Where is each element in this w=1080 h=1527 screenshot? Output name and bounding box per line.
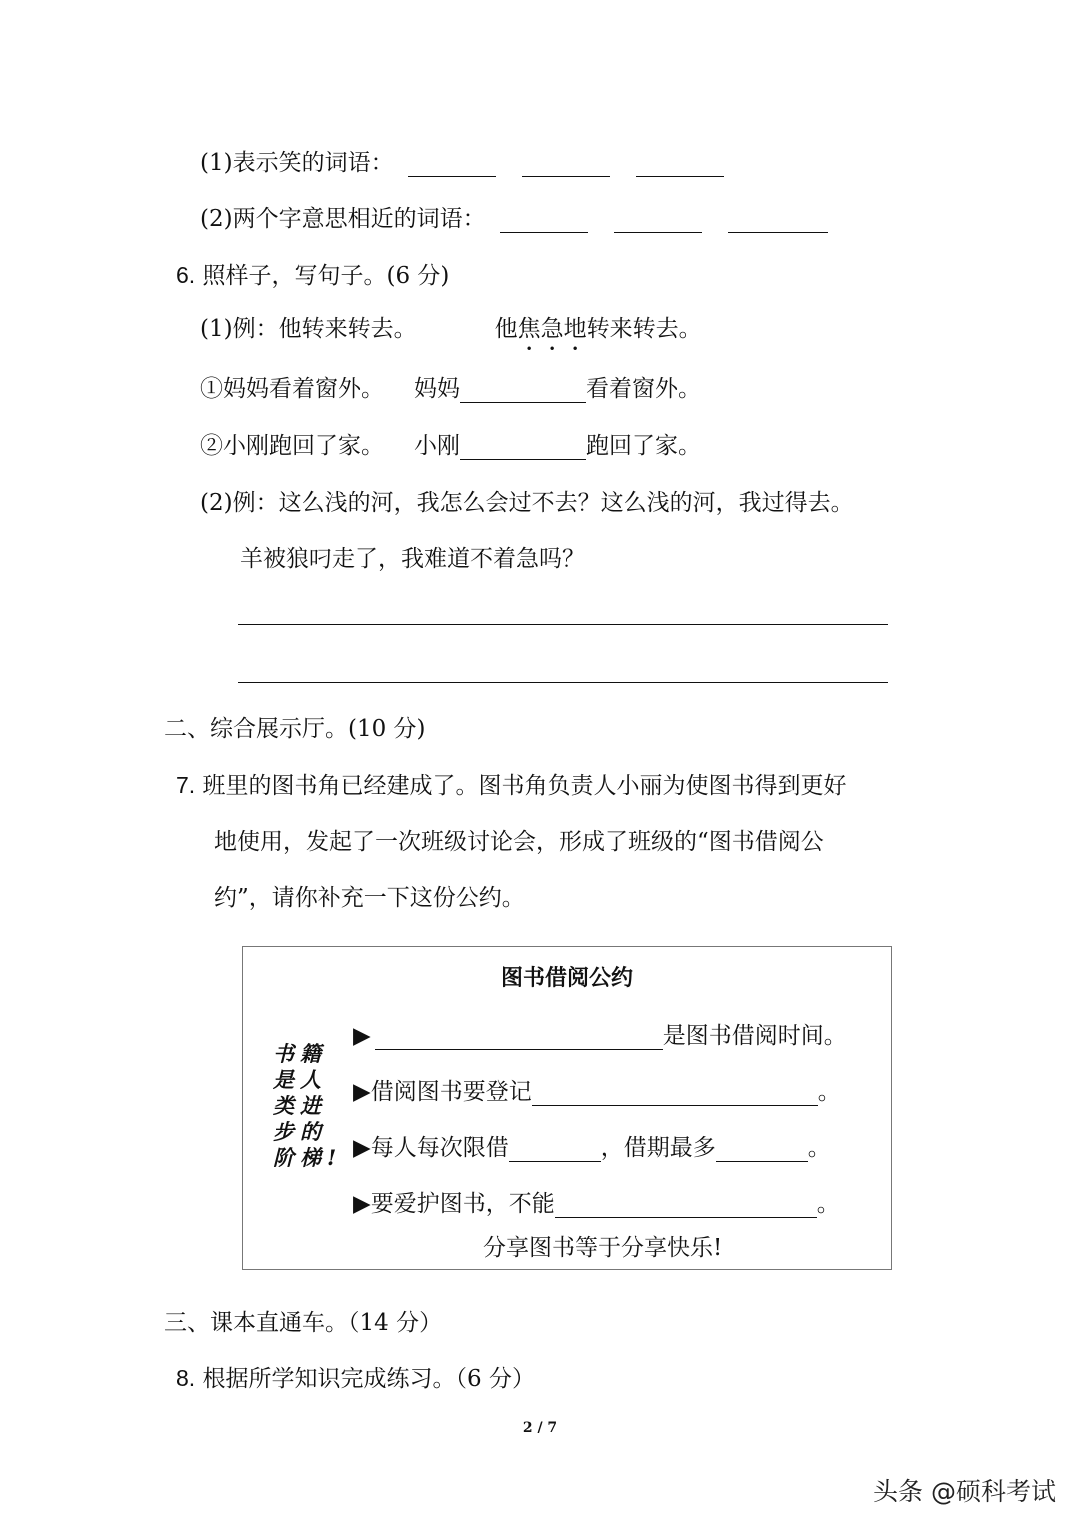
question-number: 6. [176, 262, 196, 288]
sentence: 跑回了家。 [586, 433, 701, 459]
blank [460, 434, 586, 460]
page-number: 2 / 7 [522, 1420, 558, 1436]
blank [716, 1136, 808, 1162]
q6-sentence1 [200, 370, 701, 403]
rule-text: 要爱护图书，不能 [370, 1191, 555, 1217]
box-footer: 分享图书等于分享快乐! [483, 1235, 723, 1261]
example-label: (1)例：他转来转去。 [200, 316, 417, 342]
q6-question2: 羊被狼叼走了，我难道不着急吗？ [240, 546, 585, 572]
sentence: 看着窗外。 [586, 376, 701, 402]
rule-text: 每人每次限借 [370, 1135, 509, 1161]
blank [500, 207, 588, 233]
question-title: 根据所学知识完成练习。（6 分） [202, 1366, 535, 1392]
q7-line3: 约”，请你补充一下这份公约。 [214, 885, 525, 911]
answer-line [238, 604, 888, 625]
sentence: 妈妈 [414, 376, 460, 402]
blank [509, 1136, 601, 1162]
q5-part2 [200, 200, 828, 233]
question-title: 照样子，写句子。(6 分) [202, 263, 450, 289]
rule-3 [353, 1129, 831, 1162]
q8-heading [176, 1360, 535, 1393]
section-2-heading: 二、综合展示厅。(10 分) [164, 716, 426, 742]
motto-line: 步的 [273, 1119, 327, 1144]
q5-part2-label: (2)两个字意思相近的词语： [200, 206, 486, 232]
section-3-heading: 三、课本直通车。（14 分） [164, 1310, 443, 1336]
example-text: 转来转去。 [586, 316, 702, 342]
blank [614, 207, 702, 233]
blank [522, 151, 610, 177]
question-number: 7. [176, 772, 196, 798]
period: 。 [807, 1135, 831, 1161]
motto-line: 阶梯! [273, 1145, 343, 1170]
q7-line1 [176, 767, 847, 800]
rule-2 [353, 1073, 841, 1106]
q6-example2: (2)例：这么浅的河，我怎么会过不去？这么浅的河，我过得去。 [200, 490, 854, 516]
motto-line: 是人 [273, 1067, 327, 1092]
period: 。 [816, 1191, 840, 1217]
rule-text: 借阅图书要登记 [370, 1079, 532, 1105]
watermark: 头条 @硕科考试 [873, 1477, 1056, 1506]
bullet-icon: ▶ [353, 1079, 371, 1105]
sentence: ①妈妈看着窗外。 [200, 376, 384, 402]
motto [273, 1041, 342, 1171]
period: 。 [817, 1079, 841, 1105]
bullet-icon: ▶ [353, 1023, 371, 1049]
q6-heading [176, 257, 449, 290]
bullet-icon: ▶ [353, 1191, 371, 1217]
q5-part1-label: (1)表示笑的词语： [200, 150, 394, 176]
emphasized-text: 焦急地 [517, 316, 587, 342]
motto-line: 类进 [273, 1093, 327, 1118]
q6-example1 [200, 310, 702, 356]
blank [408, 151, 496, 177]
blank [636, 151, 724, 177]
question-text: 班里的图书角已经建成了。图书角负责人小丽为使图书得到更好 [202, 773, 847, 799]
bullet-icon: ▶ [353, 1135, 371, 1161]
answer-line [238, 662, 888, 683]
q6-sentence2 [200, 427, 701, 460]
blank [532, 1080, 818, 1106]
box-title: 图书借阅公约 [500, 966, 633, 991]
blank [460, 377, 586, 403]
rule-4 [353, 1185, 840, 1218]
rule-text: ，借期最多 [600, 1135, 716, 1161]
sentence: 小刚 [414, 433, 460, 459]
q5-part1 [200, 144, 724, 177]
sentence: ②小刚跑回了家。 [200, 433, 384, 459]
rule-text: 是图书借阅时间。 [662, 1023, 847, 1049]
question-number: 8. [176, 1365, 196, 1391]
motto-line: 书籍 [273, 1041, 327, 1066]
example-text: 他 [494, 316, 518, 342]
blank [555, 1192, 817, 1218]
library-rules-box [242, 946, 892, 1270]
blank [728, 207, 828, 233]
rule-1 [353, 1017, 847, 1050]
blank [375, 1024, 663, 1050]
q7-line2: 地使用，发起了一次班级讨论会，形成了班级的“图书借阅公 [214, 829, 824, 855]
